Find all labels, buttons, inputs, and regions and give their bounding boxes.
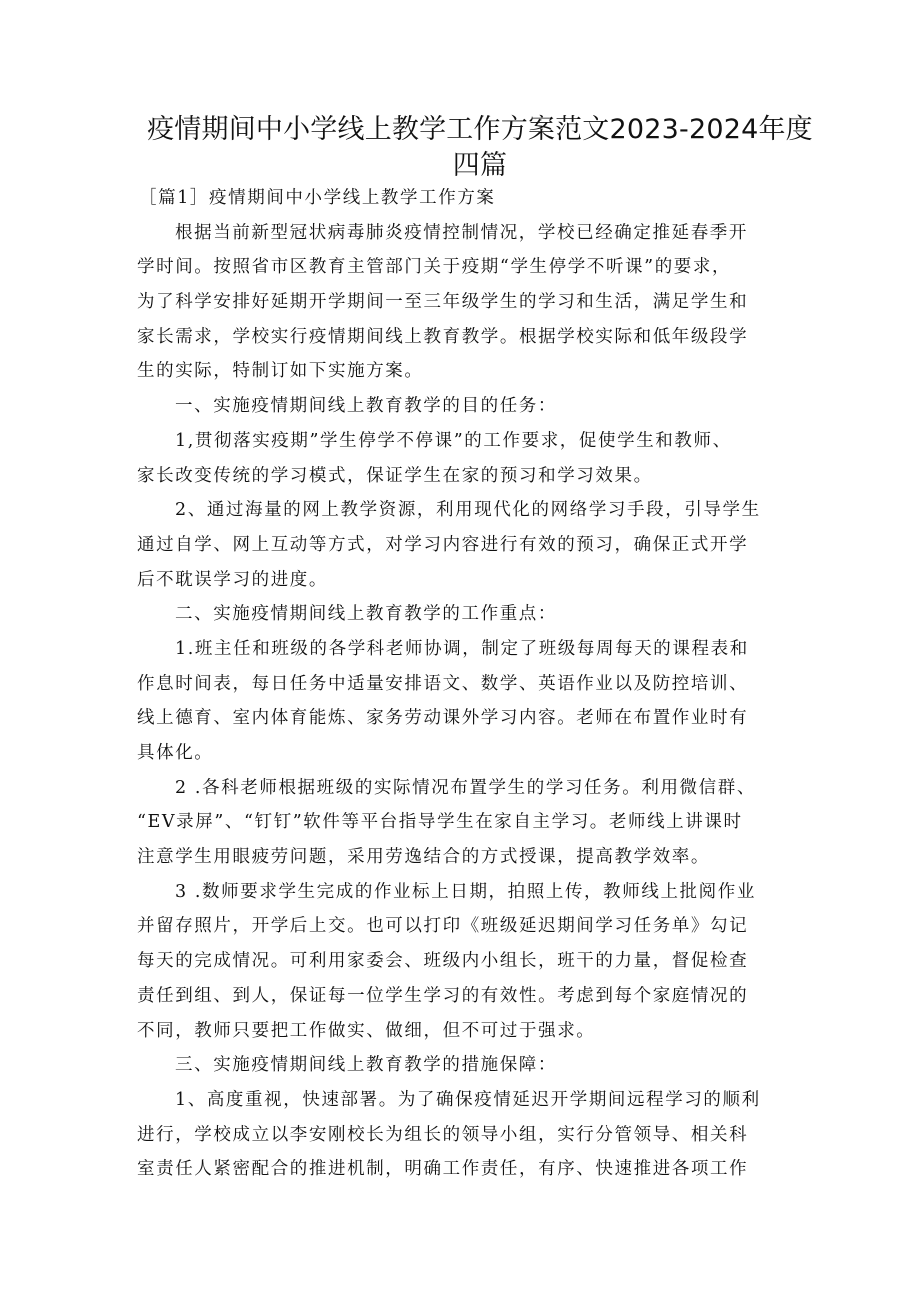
paragraph-line: 并留存照片，开学后上交。也可以打印《班级延迟期间学习任务单》勾记 bbox=[137, 916, 749, 937]
paragraph-line: 2 .各科老师根据班级的实际情况布置学生的学习任务。利用微信群、 bbox=[175, 777, 756, 798]
paragraph-line: 进行，学校成立以李安刚校长为组长的领导小组，实行分管领导、相关科 bbox=[137, 1124, 749, 1145]
paragraph-line: 学时间。按照省市区教育主管部门关于疫期“学生停学不听课”的要求， bbox=[137, 257, 732, 278]
paragraph-line: 不同，教师只要把工作做实、做细，但不可过于强求。 bbox=[137, 1020, 596, 1041]
section-subheading: 二、实施疫情期间线上教育教学的工作重点： bbox=[175, 604, 557, 625]
document-body bbox=[137, 181, 797, 1187]
paragraph-line: 1、高度重视，快速部署。为了确保疫情延迟开学期间远程学习的顺利 bbox=[175, 1089, 761, 1110]
paragraph-line: 家长改变传统的学习模式，保证学生在家的预习和学习效果。 bbox=[137, 465, 653, 486]
paragraph-line: 根据当前新型冠状病毒肺炎疫情控制情况，学校已经确定推延春季开 bbox=[175, 222, 748, 243]
paragraph-line: 为了科学安排好延期开学期间一至三年级学生的学习和生活，满足学生和 bbox=[137, 292, 749, 313]
section-heading: ［篇1］疫情期间中小学线上教学工作方案 bbox=[139, 188, 496, 208]
document-title-line-2: 四篇 bbox=[452, 150, 508, 181]
paragraph-line: 3 .数师要求学生完成的作业标上日期，拍照上传，教师线上批阅作业 bbox=[175, 881, 756, 902]
paragraph-line: “EV录屏”、“钉钉”软件等平台指导学生在家自主学习。老师线上讲课时 bbox=[137, 812, 743, 833]
paragraph-line: 每天的完成情况。可利用家委会、班级内小组长，班干的力量，督促检查 bbox=[137, 951, 749, 972]
section-subheading: 一、实施疫情期间线上教育教学的目的任务： bbox=[175, 396, 557, 417]
paragraph-line: 后不耽误学习的进度。 bbox=[137, 569, 328, 590]
paragraph-line: 注意学生用眼疲劳问题，采用劳逸结合的方式授课，提高教学效率。 bbox=[137, 847, 710, 868]
paragraph-line: 室责任人紧密配合的推进机制，明确工作责任，有序、快速推进各项工作 bbox=[137, 1159, 749, 1180]
paragraph-line: 具体化。 bbox=[137, 743, 214, 763]
section-subheading: 三、实施疫情期间线上教育教学的措施保障： bbox=[175, 1055, 557, 1076]
paragraph-line: 1,贯彻落实疫期”学生停学不停课”的工作要求，促使学生和教师、 bbox=[175, 430, 732, 451]
paragraph-line: 1.班主任和班级的各学科老师协调，制定了班级每周每天的课程表和 bbox=[175, 638, 749, 659]
document-title-line-1: 疫情期间中小学线上教学工作方案范文2023-2024年度 bbox=[147, 114, 813, 145]
paragraph-line: 线上德育、室内体育能炼、家务劳动课外学习内容。老师在布置作业时有 bbox=[137, 708, 749, 729]
paragraph-line: 家长需求，学校实行疫情期间线上教育教学。根据学校实际和低年级段学 bbox=[137, 326, 749, 347]
paragraph-line: 生的实际，特制订如下实施方案。 bbox=[137, 361, 424, 382]
paragraph-line: 责任到组、到人，保证每一位学生学习的有效性。考虑到每个家庭情况的 bbox=[137, 985, 749, 1006]
paragraph-line: 作息时间表，每日任务中适量安排语文、数学、英语作业以及防控培训、 bbox=[137, 673, 749, 694]
paragraph-line: 2、通过海量的网上教学资源，利用现代化的网络学习手段，引导学生 bbox=[175, 500, 761, 521]
paragraph-line: 通过自学、网上互动等方式，对学习内容进行有效的预习，确保正式开学 bbox=[137, 534, 749, 555]
